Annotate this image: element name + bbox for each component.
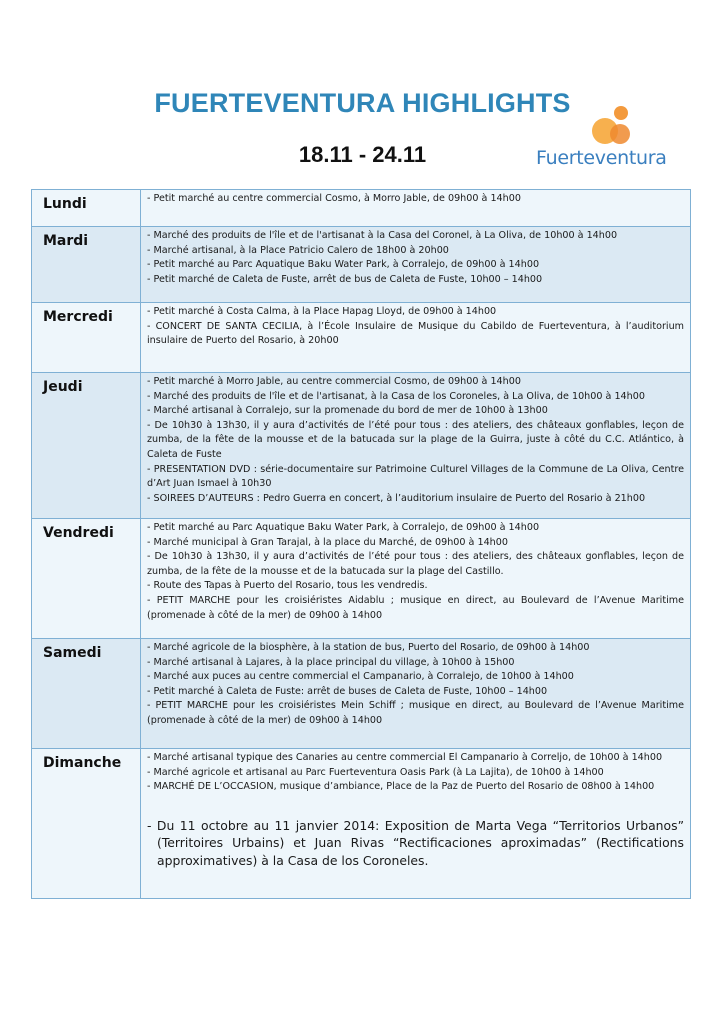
day-label: Jeudi bbox=[32, 373, 141, 519]
day-label: Dimanche bbox=[32, 749, 141, 899]
fuerteventura-logo bbox=[536, 104, 686, 170]
day-row bbox=[32, 519, 691, 639]
event-item: - Marché des produits de l'île et de l'artisanat, à la Casa de los Coroneles, à La Oliva, de 10h00 à 14h00 bbox=[147, 390, 645, 402]
event-item: - Petit marché à Costa Calma, à la Place Hapag Lloyd, de 09h00 à 14h00 bbox=[147, 306, 497, 317]
day-events bbox=[141, 749, 691, 899]
event-item: - Petit marché au centre commercial Cosmo, à Morro Jable, de 09h00 à 14h00 bbox=[147, 193, 521, 204]
day-row bbox=[32, 303, 691, 373]
event-item: - Marché municipal à Gran Tarajal, à la place du Marché, de 09h00 à 14h00 bbox=[147, 536, 508, 548]
day-events bbox=[141, 303, 691, 373]
event-item: - Marché des produits de l'île et de l'artisanat à la Casa del Coronel, à La Oliva, de 10h00 à 14h00 bbox=[147, 230, 618, 241]
day-events bbox=[141, 190, 691, 227]
event-item: - Petit marché au Parc Aquatique Baku Water Park, à Corralejo, de 09h00 à 14h00 bbox=[147, 259, 540, 271]
day-row bbox=[32, 227, 691, 303]
date-range: 18.11 - 24.11 bbox=[298, 142, 427, 167]
day-row bbox=[32, 639, 691, 749]
day-row bbox=[32, 749, 691, 899]
day-label: Mercredi bbox=[32, 303, 141, 373]
event-item: - Marché aux puces au centre commercial el Campanario, à Corralejo, de 10h00 à 14h00 bbox=[147, 671, 574, 683]
event-item: - Route des Tapas à Puerto del Rosario, tous les vendredis. bbox=[147, 580, 428, 592]
day-row bbox=[32, 373, 691, 519]
event-item: - Marché agricole de la biosphère, à la station de bus, Puerto del Rosario, de 09h00 à 14h00 bbox=[147, 642, 590, 653]
event-item: - CONCERT DE SANTA CECILIA, à l’École Insulaire de Musique du Cabildo de Fuerteventura, à l’auditorium insulaire de Puerto del Rosario, à 20h00 bbox=[147, 320, 684, 347]
event-item: - Petit marché de Caleta de Fuste, arrêt de bus de Caleta de Fuste, 10h00 – 14h00 bbox=[147, 273, 543, 285]
logo-wordmark: Fuerteventura bbox=[536, 147, 667, 169]
event-item: - PETIT MARCHE pour les croisiéristes Mein Schiff ; musique en direct, au Boulevard de l’Avenue Maritime (promenade à côté de la mer) de 09h00 à 14h00 bbox=[147, 700, 684, 726]
event-item: - Marché agricole et artisanal au Parc Fuerteventura Oasis Park (à La Lajita), de 10h00 à 14h00 bbox=[147, 766, 604, 778]
schedule-table bbox=[31, 189, 691, 899]
day-label: Lundi bbox=[32, 190, 141, 227]
day-events bbox=[141, 373, 691, 519]
event-item: - MARCHÉ DE L’OCCASION, musique d’ambiance, Place de la Paz de Puerto del Rosario de 08h00 à 14h00 bbox=[147, 781, 655, 793]
day-label: Mardi bbox=[32, 227, 141, 303]
exhibition-note: - Du 11 octobre au 11 janvier 2014: Exposition de Marta Vega “Territorios Urbanos” (Territoires Urbains) et Juan Rivas “Rectificaciones aproximadas” (Rectifications approximatives) à la Casa de los Coroneles. bbox=[147, 817, 684, 868]
page-title: FUERTEVENTURA HIGHLIGHTS bbox=[154, 88, 571, 118]
event-item: - Marché artisanal, à la Place Patricio Calero de 18h00 à 20h00 bbox=[147, 244, 449, 256]
event-item: - SOIREES D’AUTEURS : Pedro Guerra en concert, à l’auditorium insulaire de Puerto del Rosario à 21h00 bbox=[147, 492, 646, 504]
event-item: - Marché artisanal à Lajares, à la place principal du village, à 10h00 à 15h00 bbox=[147, 656, 515, 668]
day-label: Vendredi bbox=[32, 519, 141, 639]
day-row bbox=[32, 190, 691, 227]
event-item: - Petit marché au Parc Aquatique Baku Water Park, à Corralejo, de 09h00 à 14h00 bbox=[147, 522, 540, 533]
event-item: - PRESENTATION DVD : série-documentaire sur Patrimoine Culturel Villages de la Commune de La Oliva, Centre d’Art Juan Ismael à 10h30 bbox=[147, 463, 684, 490]
event-item: - PETIT MARCHE pour les croisiéristes Aidablu ; musique en direct, au Boulevard de l’Avenue Maritime (promenade à côté de la mer) de 09h00 à 14h00 bbox=[147, 594, 684, 621]
schedule-body bbox=[32, 190, 691, 899]
event-item: - Petit marché à Morro Jable, au centre commercial Cosmo, de 09h00 à 14h00 bbox=[147, 376, 521, 387]
event-item: - De 10h30 à 13h30, il y aura d’activités de l’été pour tous : des ateliers, des châteaux gonflables, leçon de zumba, de la fête de la mousse et de la batucada sur la plage del Castillo. bbox=[147, 551, 684, 577]
event-item: - Marché artisanal à Corralejo, sur la promenade du bord de mer de 10h00 à 13h00 bbox=[147, 405, 548, 417]
logo-dot-icon bbox=[610, 124, 630, 144]
logo-dot-icon bbox=[614, 106, 628, 120]
day-label: Samedi bbox=[32, 639, 141, 749]
day-events bbox=[141, 639, 691, 749]
event-item: - Petit marché à Caleta de Fuste: arrêt de buses de Caleta de Fuste, 10h00 – 14h00 bbox=[147, 685, 548, 697]
event-item: - De 10h30 à 13h30, il y aura d’activités de l’été pour tous : des ateliers, des châteaux gonflables, leçon de zumba, de la fête de la mousse et de la batucada sur la plage de la Guirra, juste à côté du C.C. Atlántico, à Caleta de Fuste bbox=[147, 419, 684, 460]
day-events bbox=[141, 519, 691, 639]
event-item: - Marché artisanal typique des Canaries au centre commercial El Campanario à Correljo, de 10h00 à 14h00 bbox=[147, 752, 663, 763]
day-events bbox=[141, 227, 691, 303]
